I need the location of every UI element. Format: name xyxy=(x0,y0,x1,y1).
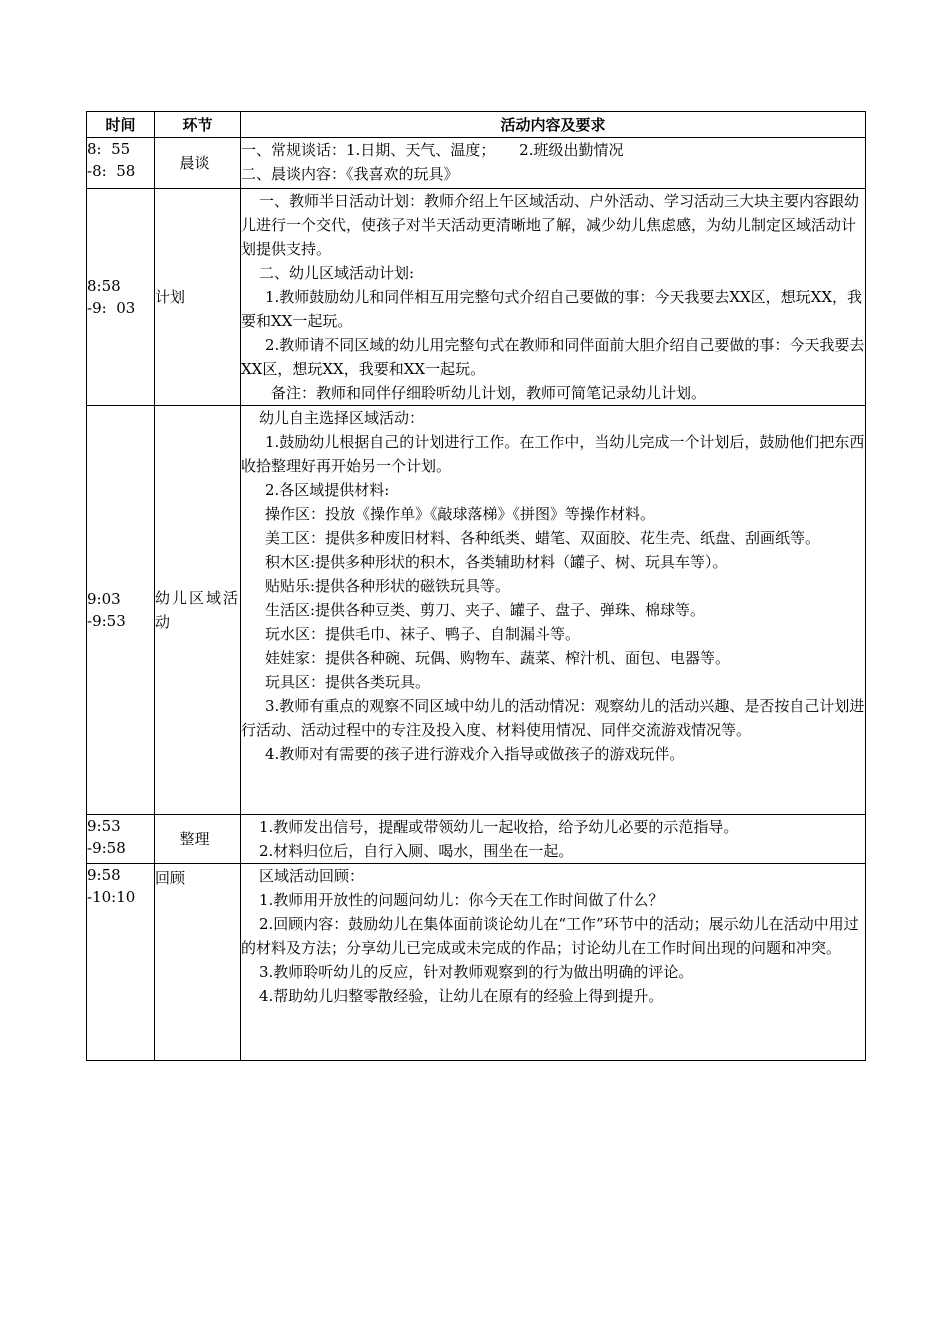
content-cell xyxy=(241,189,866,406)
time-start: 9:03 xyxy=(87,590,121,608)
content-line: 2.各区域提供材料: xyxy=(265,481,390,499)
content-cell xyxy=(241,815,866,864)
time-cell xyxy=(87,864,155,1061)
content-line: 4.教师对有需要的孩子进行游戏介入指导或做孩子的游戏玩伴。 xyxy=(265,745,685,763)
content-line: 美工区：提供多种废旧材料、各种纸类、蜡笔、双面胶、花生壳、纸盘、刮画纸等。 xyxy=(265,529,821,547)
content-cell xyxy=(241,864,866,1061)
header-time: 时间 xyxy=(87,112,155,138)
time-cell xyxy=(87,815,155,864)
content-line: 1.教师用开放性的问题问幼儿：你今天在工作时间做了什么？ xyxy=(259,891,664,909)
content-line: 玩具区：提供各类玩具。 xyxy=(265,673,431,691)
table-row xyxy=(87,189,866,406)
time-end: -10:10 xyxy=(87,888,136,906)
table-row xyxy=(87,864,866,1061)
time-cell xyxy=(87,189,155,406)
content-line: 二、幼儿区域活动计划: xyxy=(259,264,415,282)
content-line: 玩水区：提供毛巾、袜子、鸭子、自制漏斗等。 xyxy=(265,625,581,643)
stage-cell: 整理 xyxy=(155,815,241,864)
content-line: 操作区：投放《操作单》《敲球落梯》《拼图》等操作材料。 xyxy=(265,505,656,523)
content-line: 1.教师鼓励幼儿和同伴相互用完整句式介绍自己要做的事：今天我要去XX区，想玩XX，我要和XX一起玩。 xyxy=(241,288,863,330)
time-start: 8: 55 xyxy=(87,140,131,158)
content-line: 生活区:提供各种豆类、剪刀、夹子、罐子、盘子、弹珠、棉球等。 xyxy=(265,601,706,619)
content-line: 一、教师半日活动计划：教师介绍上午区域活动、户外活动、学习活动三大块主要内容跟幼儿进行一个交代，使孩子对半天活动更清晰地了解，减少幼儿焦虑感，为幼儿制定区域活动计划提供支持。 xyxy=(241,192,860,258)
time-cell xyxy=(87,138,155,189)
time-end: -9:58 xyxy=(87,839,126,857)
schedule-table xyxy=(86,111,866,1061)
content-line: 1.教师发出信号，提醒或带领幼儿一起收拾，给予幼儿必要的示范指导。 xyxy=(259,818,739,836)
content-line: 备注：教师和同伴仔细聆听幼儿计划，教师可简笔记录幼儿计划。 xyxy=(271,384,707,402)
time-cell xyxy=(87,406,155,815)
content-line: 3.教师有重点的观察不同区域中幼儿的活动情况：观察幼儿的活动兴趣、是否按自己计划进行活动、活动过程中的专注及投入度、材料使用情况、同伴交流游戏情况等。 xyxy=(241,697,865,739)
table-row xyxy=(87,406,866,815)
time-end: -9:53 xyxy=(87,612,126,630)
header-stage: 环节 xyxy=(155,112,241,138)
content-line: 1.鼓励幼儿根据自己的计划进行工作。在工作中，当幼儿完成一个计划后，鼓励他们把东西收拾整理好再开始另一个计划。 xyxy=(241,433,865,475)
header-content: 活动内容及要求 xyxy=(241,112,866,138)
stage-cell: 晨谈 xyxy=(155,138,241,189)
content-line: 二、晨谈内容：《我喜欢的玩具》 xyxy=(241,165,459,183)
content-line: 娃娃家：提供各种碗、玩偶、购物车、蔬菜、榨汁机、面包、电器等。 xyxy=(265,649,731,667)
content-line: 4.帮助幼儿归整零散经验，让幼儿在原有的经验上得到提升。 xyxy=(259,987,664,1005)
content-line: 贴贴乐:提供各种形状的磁铁玩具等。 xyxy=(265,577,511,595)
content-line: 幼儿自主选择区域活动： xyxy=(259,409,425,427)
time-start: 9:53 xyxy=(87,817,121,835)
stage-cell: 计划 xyxy=(155,189,241,406)
stage-cell: 回顾 xyxy=(155,864,241,1061)
content-line: 2.教师请不同区域的幼儿用完整句式在教师和同伴面前大胆介绍自己要做的事：今天我要去XX区，想玩XX，我要和XX一起玩。 xyxy=(241,336,865,378)
stage-cell: 幼儿区域活动 xyxy=(155,406,241,815)
time-end: -9: 03 xyxy=(87,299,136,317)
content-line: 区域活动回顾： xyxy=(259,867,365,885)
content-line: 3.教师聆听幼儿的反应，针对教师观察到的行为做出明确的评论。 xyxy=(259,963,694,981)
content-line: 2.材料归位后，自行入厕、喝水，围坐在一起。 xyxy=(259,842,574,860)
content-line: 一、常规谈话：1.日期、天气、温度； 2.班级出勤情况 xyxy=(241,141,624,159)
content-cell xyxy=(241,406,866,815)
content-cell xyxy=(241,138,866,189)
time-start: 9:58 xyxy=(87,866,121,884)
table-row xyxy=(87,138,866,189)
content-line: 2.回顾内容：鼓励幼儿在集体面前谈论幼儿在“工作”环节中的活动；展示幼儿在活动中用过的材料及方法；分享幼儿已完成或未完成的作品；讨论幼儿在工作时间出现的问题和冲突。 xyxy=(241,915,859,957)
content-line: 积木区:提供多种形状的积木，各类辅助材料（罐子、树、玩具车等）。 xyxy=(265,553,728,571)
time-start: 8:58 xyxy=(87,277,121,295)
header-row xyxy=(87,112,866,138)
table-row xyxy=(87,815,866,864)
time-end: -8: 58 xyxy=(87,162,136,180)
